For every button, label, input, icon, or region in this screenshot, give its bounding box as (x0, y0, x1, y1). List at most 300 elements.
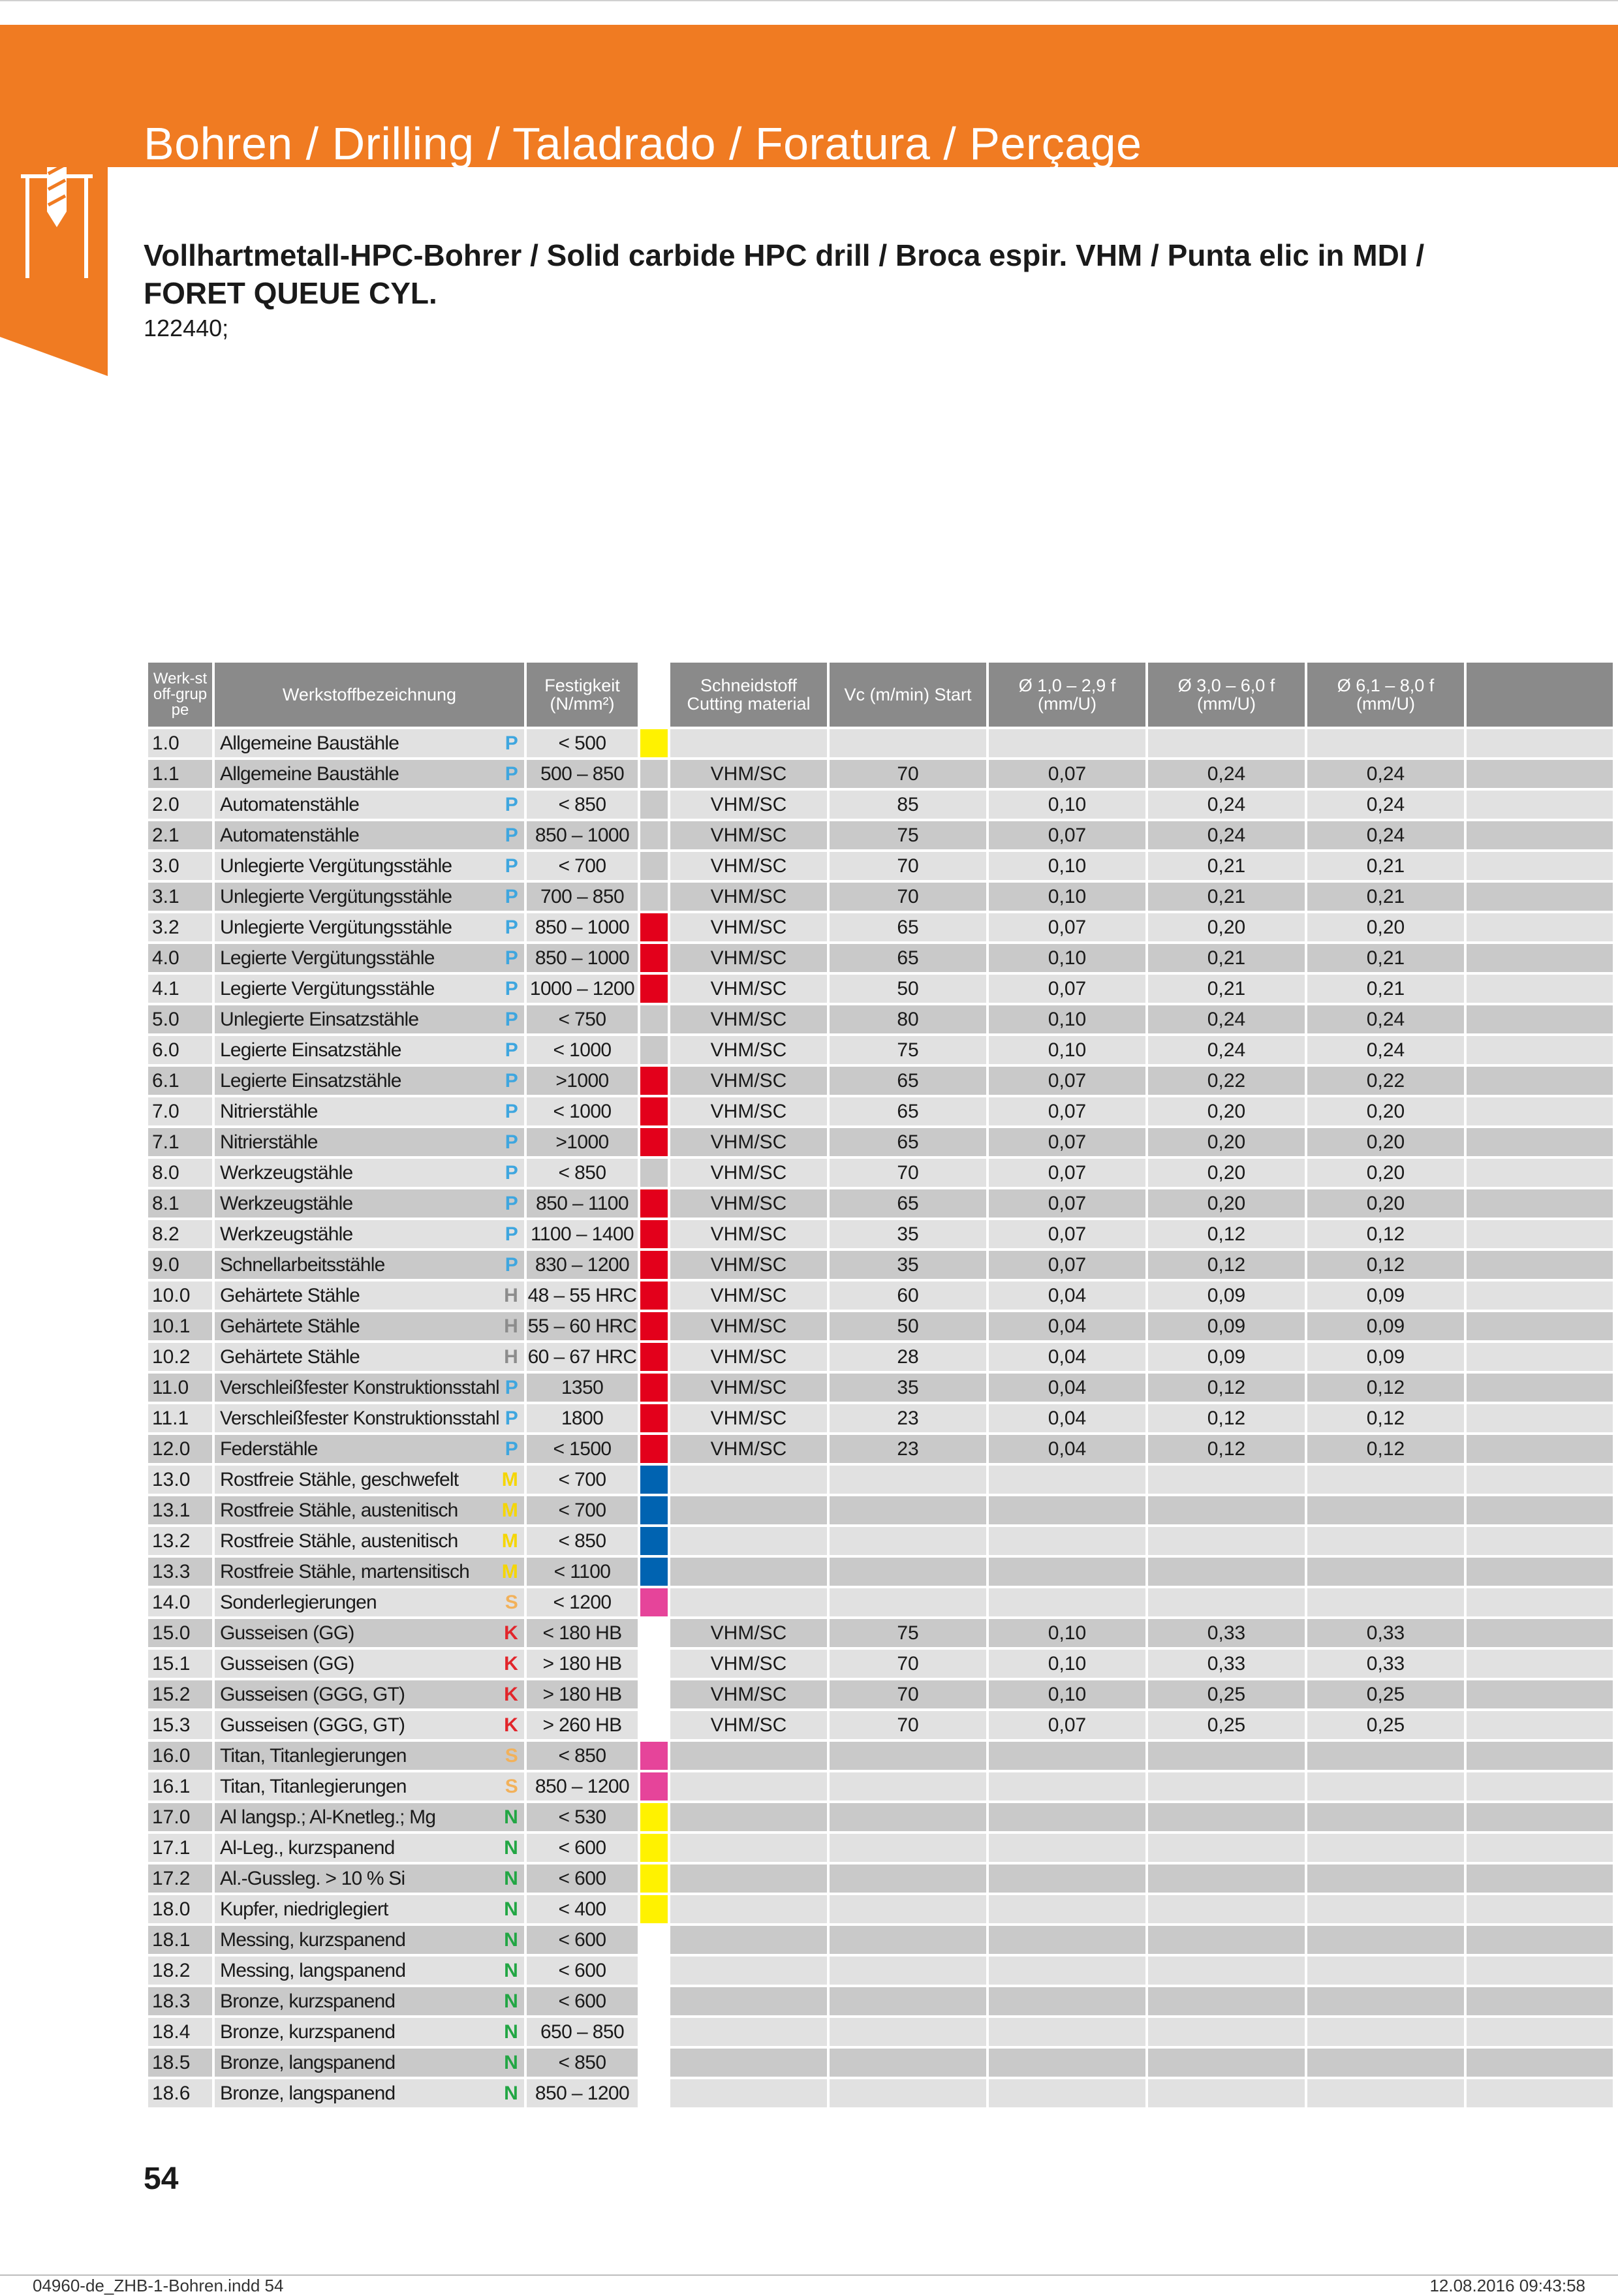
cell-color (640, 1343, 668, 1371)
material-group-letter: P (505, 1438, 518, 1460)
designation-text: Bronze, kurzspanend (220, 1990, 396, 2012)
cell-d1 (989, 1588, 1145, 1616)
designation-text: Kupfer, niedriglegiert (220, 1898, 388, 1920)
table-row (148, 1159, 1613, 1187)
cell-empty (1467, 1957, 1613, 1985)
table-row (148, 1527, 1613, 1555)
cell-group: 13.2 (148, 1527, 212, 1555)
cell-d2 (1148, 2018, 1305, 2046)
cell-strength: 1800 (527, 1404, 638, 1432)
designation-text: Bronze, langspanend (220, 2051, 396, 2073)
cell-strength: > 180 HB (527, 1650, 638, 1678)
designation-text: Verschleißfester Konstruktionsstahl (220, 1407, 499, 1429)
cell-designation (215, 1742, 524, 1770)
cell-color (640, 1128, 668, 1156)
cell-designation (215, 2018, 524, 2046)
cell-d1: 0,10 (989, 1036, 1145, 1064)
cell-color (640, 1926, 668, 1954)
cell-empty (1467, 1558, 1613, 1586)
coating-swatch (640, 821, 668, 849)
cell-strength: < 600 (527, 1926, 638, 1954)
coating-swatch (640, 1220, 668, 1248)
cell-d2: 0,12 (1148, 1220, 1305, 1248)
cell-group: 18.5 (148, 2049, 212, 2077)
table-row (148, 1650, 1613, 1678)
material-group-letter: P (505, 916, 518, 938)
cell-d3 (1307, 1527, 1464, 1555)
table-row (148, 1282, 1613, 1310)
table-row (148, 1558, 1613, 1586)
cell-d3: 0,21 (1307, 944, 1464, 972)
cell-designation (215, 791, 524, 819)
cell-strength: 850 – 1000 (527, 913, 638, 941)
cell-designation (215, 1619, 524, 1647)
cell-d2: 0,09 (1148, 1282, 1305, 1310)
table-row (148, 1466, 1613, 1494)
cell-d3: 0,25 (1307, 1711, 1464, 1739)
cell-d3: 0,12 (1307, 1374, 1464, 1402)
cell-strength: 650 – 850 (527, 2018, 638, 2046)
table-row (148, 1220, 1613, 1248)
cell-d1: 0,10 (989, 1619, 1145, 1647)
cell-d2 (1148, 1834, 1305, 1862)
designation-text: Al langsp.; Al-Knetleg.; Mg (220, 1806, 436, 1828)
coating-swatch (640, 1864, 668, 1893)
cell-color (640, 1558, 668, 1586)
cell-designation (215, 1435, 524, 1463)
table-row (148, 1742, 1613, 1770)
material-group-letter: S (505, 1744, 518, 1767)
designation-text: Gehärtete Stähle (220, 1315, 360, 1337)
cell-color (640, 1251, 668, 1279)
cell-d3: 0,12 (1307, 1435, 1464, 1463)
cell-designation (215, 1466, 524, 1494)
cell-cutting-material (670, 1742, 827, 1770)
cell-d1: 0,10 (989, 944, 1145, 972)
cell-vc (830, 1987, 986, 2015)
cell-designation (215, 1159, 524, 1187)
cell-designation (215, 1588, 524, 1616)
cell-vc (830, 1926, 986, 1954)
material-group-letter: N (504, 1959, 518, 1981)
cell-cutting-material: VHM/SC (670, 1251, 827, 1279)
cell-d3: 0,33 (1307, 1619, 1464, 1647)
cell-d3: 0,20 (1307, 1097, 1464, 1125)
designation-text: Gusseisen (GG) (220, 1622, 354, 1644)
cell-d3: 0,20 (1307, 913, 1464, 941)
cell-d2: 0,21 (1148, 975, 1305, 1003)
cell-vc (830, 1957, 986, 1985)
cell-empty (1467, 2018, 1613, 2046)
cell-d3: 0,24 (1307, 821, 1464, 849)
cell-d2: 0,09 (1148, 1312, 1305, 1340)
cell-empty (1467, 1987, 1613, 2015)
cell-cutting-material: VHM/SC (670, 944, 827, 972)
cell-color (640, 1005, 668, 1033)
cell-designation (215, 760, 524, 788)
cell-d2 (1148, 1987, 1305, 2015)
coating-swatch (640, 1005, 668, 1033)
cell-cutting-material (670, 1895, 827, 1923)
cell-d3 (1307, 1772, 1464, 1801)
cell-color (640, 1374, 668, 1402)
cell-d1 (989, 1864, 1145, 1893)
table-row (148, 1834, 1613, 1862)
designation-text: Werkzeugstähle (220, 1192, 353, 1214)
cell-designation (215, 1404, 524, 1432)
table-row (148, 1803, 1613, 1831)
article-numbers: 122440; (144, 315, 229, 341)
cell-d1: 0,07 (989, 913, 1145, 941)
cell-d1 (989, 1558, 1145, 1586)
cell-designation (215, 1282, 524, 1310)
cell-empty (1467, 1772, 1613, 1801)
designation-text: Messing, kurzspanend (220, 1928, 406, 1951)
cell-vc: 65 (830, 1189, 986, 1218)
designation-text: Nitrierstähle (220, 1131, 318, 1153)
cell-empty (1467, 1527, 1613, 1555)
material-group-letter: N (504, 2051, 518, 2073)
material-group-letter: M (501, 1499, 518, 1521)
cell-color (640, 1864, 668, 1893)
coating-swatch (640, 2079, 668, 2107)
cell-designation (215, 852, 524, 880)
cell-vc: 50 (830, 975, 986, 1003)
cell-d1 (989, 1926, 1145, 1954)
cell-designation (215, 1189, 524, 1218)
cell-empty (1467, 1097, 1613, 1125)
cell-cutting-material: VHM/SC (670, 1220, 827, 1248)
cell-cutting-material: VHM/SC (670, 1343, 827, 1371)
cell-d1: 0,04 (989, 1404, 1145, 1432)
designation-text: Legierte Vergütungsstähle (220, 977, 435, 999)
product-title: Vollhartmetall-HPC-Bohrer / Solid carbide HPC drill / Broca espir. VHM / Punta elic in MDI / FORET QUEUE CYL. (144, 238, 1425, 310)
cell-d1: 0,10 (989, 1650, 1145, 1678)
cell-d2: 0,21 (1148, 944, 1305, 972)
cell-d2 (1148, 2079, 1305, 2107)
cell-vc (830, 1772, 986, 1801)
coating-swatch (640, 2049, 668, 2077)
coating-swatch (640, 1312, 668, 1340)
cell-strength: 850 – 1000 (527, 821, 638, 849)
coating-swatch (640, 944, 668, 972)
material-group-letter: K (504, 1683, 518, 1705)
cell-d2 (1148, 1466, 1305, 1494)
material-group-letter: N (504, 2021, 518, 2043)
cell-d3 (1307, 1558, 1464, 1586)
cell-d1: 0,07 (989, 1159, 1145, 1187)
designation-text: Werkzeugstähle (220, 1161, 353, 1184)
cell-vc (830, 1588, 986, 1616)
material-group-letter: S (505, 1591, 518, 1613)
cell-vc: 65 (830, 944, 986, 972)
cell-d1 (989, 729, 1145, 757)
material-group-letter: N (504, 1806, 518, 1828)
cell-cutting-material: VHM/SC (670, 1650, 827, 1678)
cell-group: 10.1 (148, 1312, 212, 1340)
cell-vc: 85 (830, 791, 986, 819)
cell-group: 3.1 (148, 883, 212, 911)
cell-vc: 50 (830, 1312, 986, 1340)
designation-text: Al.-Gussleg. > 10 % Si (220, 1867, 405, 1889)
cell-empty (1467, 2079, 1613, 2107)
material-group-letter: P (505, 1223, 518, 1245)
table-body (148, 729, 1613, 2107)
coating-swatch (640, 1834, 668, 1862)
cell-d3: 0,24 (1307, 1005, 1464, 1033)
header-group: Werk-stoff-gruppe (148, 663, 212, 727)
cell-cutting-material: VHM/SC (670, 791, 827, 819)
cell-color (640, 1097, 668, 1125)
cell-cutting-material: VHM/SC (670, 821, 827, 849)
cell-vc: 70 (830, 883, 986, 911)
cell-d2: 0,24 (1148, 1036, 1305, 1064)
cell-vc: 35 (830, 1374, 986, 1402)
cell-d1: 0,07 (989, 821, 1145, 849)
footer-timestamp: 12.08.2016 09:43:58 (1429, 2276, 1585, 2295)
cell-d3: 0,20 (1307, 1159, 1464, 1187)
cell-group: 18.4 (148, 2018, 212, 2046)
designation-text: Unlegierte Einsatzstähle (220, 1008, 419, 1030)
drill-tab-icon (0, 167, 108, 376)
header-d3: Ø 6,1 – 8,0 f (mm/U) (1307, 663, 1464, 727)
cell-cutting-material: VHM/SC (670, 1067, 827, 1095)
cell-strength: 850 – 1000 (527, 944, 638, 972)
cell-color (640, 913, 668, 941)
cell-d3 (1307, 1834, 1464, 1862)
cell-d2 (1148, 1957, 1305, 1985)
cell-d1: 0,07 (989, 1251, 1145, 1279)
cell-group: 1.0 (148, 729, 212, 757)
cell-cutting-material (670, 1803, 827, 1831)
cell-strength: < 600 (527, 1987, 638, 2015)
cell-strength: > 180 HB (527, 1680, 638, 1708)
table-row (148, 1895, 1613, 1923)
cell-group: 18.2 (148, 1957, 212, 1985)
coating-swatch (640, 1159, 668, 1187)
material-group-letter: P (505, 977, 518, 999)
header-color-gap (640, 663, 668, 727)
designation-text: Titan, Titanlegierungen (220, 1744, 407, 1767)
designation-text: Rostfreie Stähle, geschwefelt (220, 1468, 459, 1490)
cell-vc: 60 (830, 1282, 986, 1310)
cell-d2 (1148, 1864, 1305, 1893)
coating-swatch (640, 1251, 668, 1279)
cell-group: 13.1 (148, 1496, 212, 1524)
cell-designation (215, 821, 524, 849)
cell-vc: 75 (830, 1036, 986, 1064)
header-d2: Ø 3,0 – 6,0 f (mm/U) (1148, 663, 1305, 727)
cell-group: 4.1 (148, 975, 212, 1003)
coating-swatch (640, 1895, 668, 1923)
cell-d1 (989, 2049, 1145, 2077)
cell-strength: < 850 (527, 1527, 638, 1555)
top-rule (0, 0, 1618, 1)
material-group-letter: H (504, 1345, 518, 1368)
cell-empty (1467, 913, 1613, 941)
cell-color (640, 1312, 668, 1340)
cell-vc (830, 1803, 986, 1831)
material-group-letter: M (501, 1530, 518, 1552)
cell-vc: 23 (830, 1435, 986, 1463)
material-group-letter: N (504, 1867, 518, 1889)
cell-vc: 70 (830, 1159, 986, 1187)
cell-d1 (989, 1772, 1145, 1801)
cell-color (640, 1987, 668, 2015)
cell-designation (215, 1005, 524, 1033)
material-group-letter: N (504, 1928, 518, 1951)
table-row (148, 1772, 1613, 1801)
cell-empty (1467, 1619, 1613, 1647)
coating-swatch (640, 1097, 668, 1125)
cell-group: 15.3 (148, 1711, 212, 1739)
table-row (148, 1926, 1613, 1954)
cell-d1 (989, 2079, 1145, 2107)
cell-d3 (1307, 1803, 1464, 1831)
cell-d1 (989, 1466, 1145, 1494)
cell-d3: 0,20 (1307, 1189, 1464, 1218)
cell-color (640, 975, 668, 1003)
header-vc: Vc (m/min) Start (830, 663, 986, 727)
cell-color (640, 821, 668, 849)
cell-designation (215, 1128, 524, 1156)
cell-empty (1467, 1680, 1613, 1708)
cell-color (640, 1895, 668, 1923)
cell-color (640, 729, 668, 757)
coating-swatch (640, 1435, 668, 1463)
cell-cutting-material: VHM/SC (670, 1282, 827, 1310)
header-strength: Festigkeit (N/mm²) (527, 663, 638, 727)
cell-d1 (989, 1834, 1145, 1862)
cell-group: 13.3 (148, 1558, 212, 1586)
cell-d1: 0,07 (989, 1097, 1145, 1125)
material-group-letter: H (504, 1315, 518, 1337)
material-group-letter: P (505, 732, 518, 754)
cell-d2: 0,24 (1148, 1005, 1305, 1033)
cell-cutting-material: VHM/SC (670, 1404, 827, 1432)
material-group-letter: P (505, 885, 518, 907)
cell-d3: 0,09 (1307, 1312, 1464, 1340)
material-group-letter: P (505, 763, 518, 785)
cell-group: 9.0 (148, 1251, 212, 1279)
material-group-letter: P (505, 824, 518, 846)
cell-empty (1467, 1834, 1613, 1862)
designation-text: Bronze, kurzspanend (220, 2021, 396, 2043)
cell-empty (1467, 821, 1613, 849)
designation-text: Legierte Einsatzstähle (220, 1039, 401, 1061)
cell-color (640, 1220, 668, 1248)
cell-cutting-material (670, 729, 827, 757)
cell-designation (215, 729, 524, 757)
cell-empty (1467, 1711, 1613, 1739)
cell-vc: 23 (830, 1404, 986, 1432)
cell-d3 (1307, 1957, 1464, 1985)
cell-d3: 0,33 (1307, 1650, 1464, 1678)
cell-group: 10.2 (148, 1343, 212, 1371)
cell-d2: 0,20 (1148, 1159, 1305, 1187)
cell-d3: 0,20 (1307, 1128, 1464, 1156)
cell-designation (215, 1220, 524, 1248)
cell-color (640, 1159, 668, 1187)
table-row (148, 760, 1613, 788)
table-row (148, 2079, 1613, 2107)
cell-color (640, 944, 668, 972)
table-row (148, 1036, 1613, 1064)
cell-vc: 80 (830, 1005, 986, 1033)
coating-swatch (640, 1128, 668, 1156)
material-group-letter: P (505, 1253, 518, 1276)
coating-swatch (640, 1650, 668, 1678)
cell-color (640, 1588, 668, 1616)
cell-vc (830, 1466, 986, 1494)
designation-text: Nitrierstähle (220, 1100, 318, 1122)
designation-text: Werkzeugstähle (220, 1223, 353, 1245)
cell-empty (1467, 1496, 1613, 1524)
cell-designation (215, 1343, 524, 1371)
cell-d1 (989, 1987, 1145, 2015)
cell-d2 (1148, 1803, 1305, 1831)
cell-color (640, 1496, 668, 1524)
designation-text: Legierte Einsatzstähle (220, 1069, 401, 1092)
cell-group: 6.1 (148, 1067, 212, 1095)
cell-designation (215, 1558, 524, 1586)
table-row (148, 1957, 1613, 1985)
cell-d3 (1307, 1742, 1464, 1770)
designation-text: Automatenstähle (220, 824, 360, 846)
cell-cutting-material: VHM/SC (670, 1005, 827, 1033)
cell-d1: 0,10 (989, 791, 1145, 819)
coating-swatch (640, 760, 668, 788)
cell-empty (1467, 1220, 1613, 1248)
cell-vc (830, 1742, 986, 1770)
cell-designation (215, 1864, 524, 1893)
cell-strength: 830 – 1200 (527, 1251, 638, 1279)
table-row (148, 913, 1613, 941)
table-row (148, 975, 1613, 1003)
cell-designation (215, 2049, 524, 2077)
cell-vc (830, 2018, 986, 2046)
table-row (148, 1005, 1613, 1033)
cell-cutting-material (670, 1496, 827, 1524)
cell-d2: 0,24 (1148, 791, 1305, 819)
coating-swatch (640, 1036, 668, 1064)
cell-d1: 0,07 (989, 760, 1145, 788)
material-group-letter: S (505, 1775, 518, 1797)
material-group-letter: P (505, 1069, 518, 1092)
cell-cutting-material: VHM/SC (670, 1312, 827, 1340)
table-row (148, 1619, 1613, 1647)
cell-strength: < 1200 (527, 1588, 638, 1616)
cell-empty (1467, 1343, 1613, 1371)
cell-cutting-material (670, 2018, 827, 2046)
cell-vc: 70 (830, 1711, 986, 1739)
cell-empty (1467, 1005, 1613, 1033)
cell-d2: 0,24 (1148, 760, 1305, 788)
cell-group: 6.0 (148, 1036, 212, 1064)
cell-empty (1467, 1435, 1613, 1463)
cell-color (640, 1619, 668, 1647)
table-row (148, 2018, 1613, 2046)
cell-d2: 0,21 (1148, 883, 1305, 911)
cell-empty (1467, 1036, 1613, 1064)
designation-text: Gusseisen (GG) (220, 1652, 354, 1675)
cell-d1: 0,04 (989, 1343, 1145, 1371)
cell-d1 (989, 1803, 1145, 1831)
cell-strength: 850 – 1200 (527, 1772, 638, 1801)
header-cutting-material: Schneidstoff Cutting material (670, 663, 827, 727)
coating-swatch (640, 1803, 668, 1831)
cell-vc (830, 2079, 986, 2107)
